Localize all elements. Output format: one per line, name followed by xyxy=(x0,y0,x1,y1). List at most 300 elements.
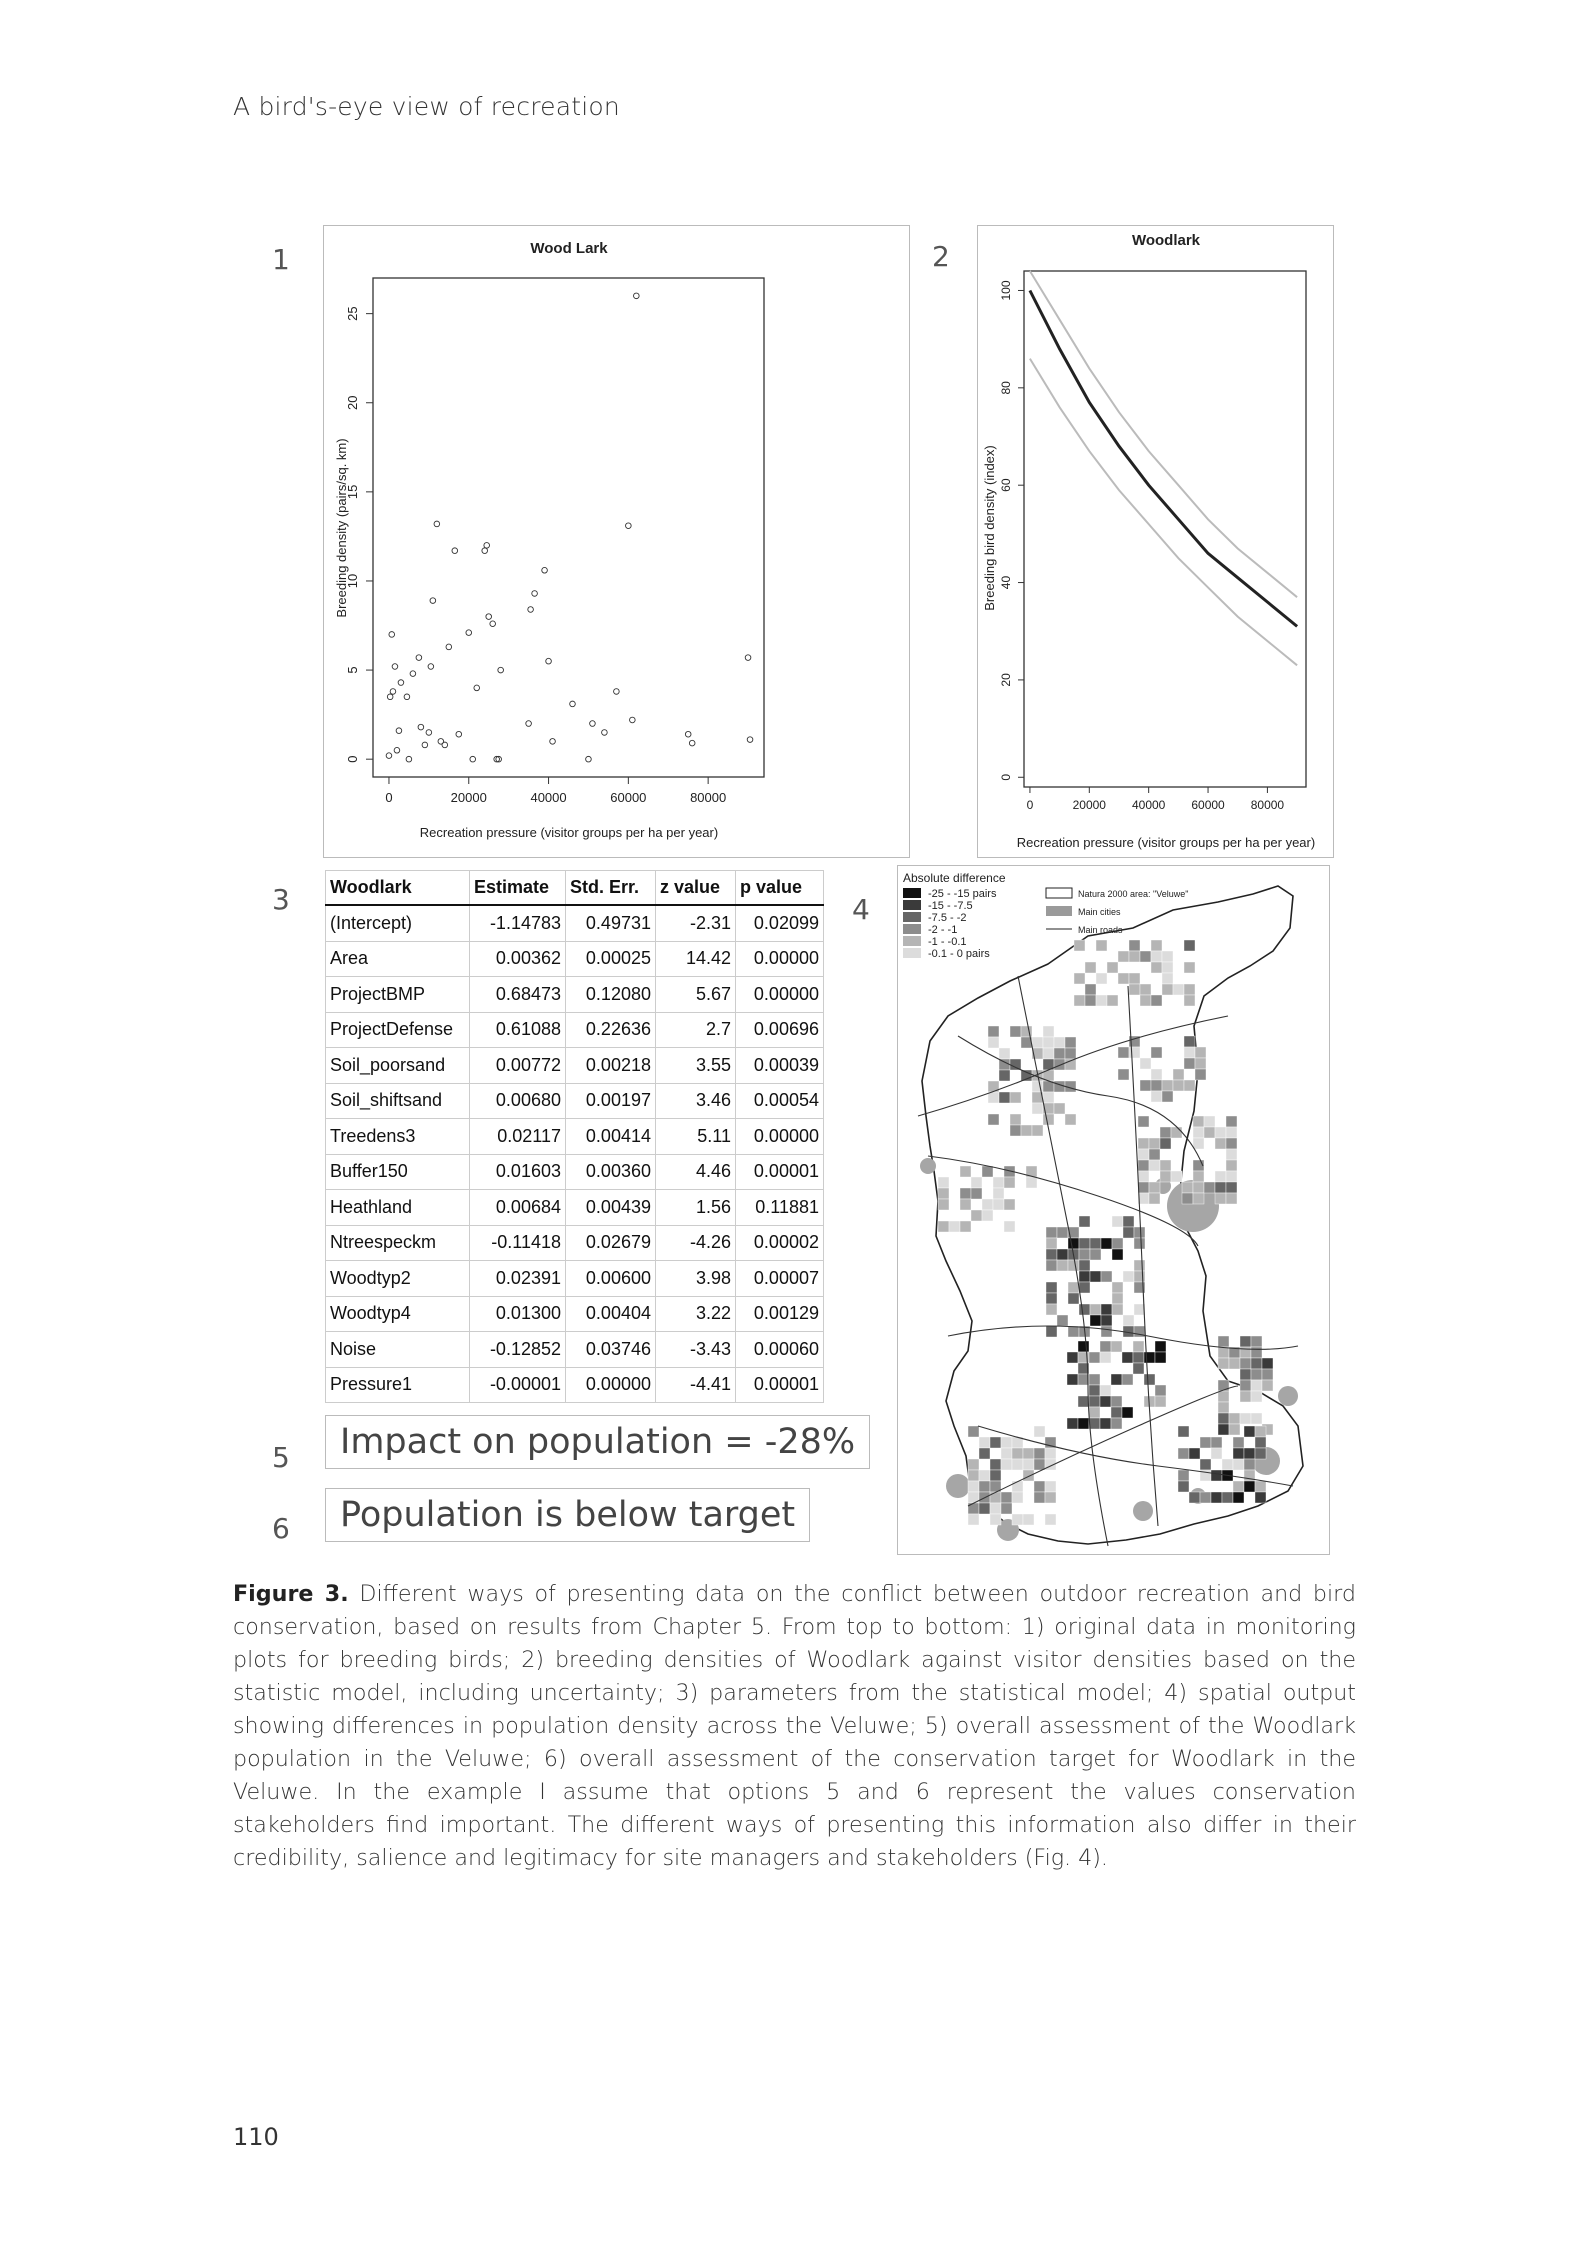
density-cell xyxy=(1111,1341,1122,1352)
density-cell xyxy=(999,1092,1010,1103)
table-cell: 5.11 xyxy=(656,1119,736,1155)
density-cell xyxy=(1085,962,1096,973)
density-cell xyxy=(1140,1080,1151,1091)
table-cell: 0.00007 xyxy=(736,1261,824,1297)
density-cell xyxy=(1010,1026,1021,1037)
scatter-point xyxy=(526,721,532,727)
density-cell xyxy=(1046,1326,1057,1337)
legend-swatch xyxy=(903,936,921,946)
table-cell: 0.00129 xyxy=(736,1296,824,1332)
density-cell xyxy=(1012,1459,1023,1470)
table-cell: 0.03746 xyxy=(566,1332,656,1368)
density-cell xyxy=(1178,1481,1189,1492)
density-cell xyxy=(1001,1448,1012,1459)
table-cell: 0.00000 xyxy=(736,941,824,977)
density-cell xyxy=(1100,1396,1111,1407)
density-cell xyxy=(1215,1182,1226,1193)
density-cell xyxy=(1112,1293,1123,1304)
density-cell xyxy=(988,1092,999,1103)
density-cell xyxy=(1045,1492,1056,1503)
density-cell xyxy=(1133,1341,1144,1352)
table-cell: 0.02117 xyxy=(470,1119,566,1155)
density-cell xyxy=(1193,1171,1204,1182)
scatter-point xyxy=(422,742,428,748)
line-x-tick-label: 60000 xyxy=(1191,798,1225,812)
scatter-point xyxy=(498,667,504,673)
density-cell xyxy=(1240,1413,1251,1424)
table-row-label: (Intercept) xyxy=(326,905,470,941)
scatter-point xyxy=(430,598,436,604)
density-cell xyxy=(1218,1336,1229,1347)
density-cell xyxy=(1178,1448,1189,1459)
density-cell xyxy=(1204,1182,1215,1193)
density-cell xyxy=(1251,1413,1262,1424)
density-cell xyxy=(1240,1336,1251,1347)
density-cell xyxy=(1065,1114,1076,1125)
scatter-point xyxy=(745,655,751,661)
table-cell: 0.00060 xyxy=(736,1332,824,1368)
scatter-point xyxy=(386,753,392,759)
density-cell xyxy=(1065,1037,1076,1048)
scatter-point xyxy=(446,644,452,650)
legend-natura-swatch xyxy=(1046,888,1072,898)
density-cell xyxy=(1240,1369,1251,1380)
density-cell xyxy=(1101,1271,1112,1282)
density-cell xyxy=(1046,1238,1057,1249)
scatter-point xyxy=(404,694,410,700)
density-cell xyxy=(1057,1227,1068,1238)
scatter-point xyxy=(428,664,434,670)
density-cell xyxy=(1101,1326,1112,1337)
density-cell xyxy=(1251,1336,1262,1347)
line-x-tick-label: 20000 xyxy=(1072,798,1106,812)
density-cell xyxy=(1149,1193,1160,1204)
table-row-label: Noise xyxy=(326,1332,470,1368)
density-cell xyxy=(1107,995,1118,1006)
scatter-point xyxy=(482,548,488,554)
density-cell xyxy=(1184,1058,1195,1069)
scatter-point xyxy=(410,671,416,677)
density-cell xyxy=(1144,1352,1155,1363)
scatter-x-tick-label: 20000 xyxy=(450,790,487,805)
table-cell: 0.68473 xyxy=(470,977,566,1013)
table-row-label: Soil_poorsand xyxy=(326,1048,470,1084)
density-cell xyxy=(1112,1216,1123,1227)
table-cell: 2.7 xyxy=(656,1012,736,1048)
scatter-point xyxy=(390,689,396,695)
density-cell xyxy=(1046,1260,1057,1271)
density-cell xyxy=(1111,1418,1122,1429)
density-cell xyxy=(1134,1260,1145,1271)
density-cell xyxy=(1144,1374,1155,1385)
scatter-point xyxy=(630,717,636,723)
density-cell xyxy=(1193,1193,1204,1204)
scatter-point xyxy=(550,739,556,745)
table-row-label: Woodtyp4 xyxy=(326,1296,470,1332)
table-cell: 0.00197 xyxy=(566,1083,656,1119)
density-cell xyxy=(990,1459,1001,1470)
density-cell xyxy=(1151,940,1162,951)
density-cell xyxy=(1151,1080,1162,1091)
table-cell: -4.41 xyxy=(656,1367,736,1403)
scatter-point xyxy=(689,740,695,746)
legend-class-label: -25 - -15 pairs xyxy=(928,888,997,900)
density-cell xyxy=(1155,1352,1166,1363)
density-cell xyxy=(1200,1459,1211,1470)
density-cell xyxy=(1262,1358,1273,1369)
table-cell: 0.00439 xyxy=(566,1190,656,1226)
density-cell xyxy=(1089,1418,1100,1429)
density-cell xyxy=(971,1210,982,1221)
table-row xyxy=(326,905,824,941)
city-area xyxy=(1133,1501,1153,1521)
legend-class-label: -2 - -1 xyxy=(928,924,958,936)
density-cell xyxy=(993,1199,1004,1210)
density-cell xyxy=(1079,1271,1090,1282)
panel-number-1: 1 xyxy=(272,243,290,276)
density-cell xyxy=(982,1199,993,1210)
table-row xyxy=(326,1332,824,1368)
table-cell: 5.67 xyxy=(656,977,736,1013)
scatter-y-tick-label: 20 xyxy=(345,395,360,410)
table-cell: -1.14783 xyxy=(470,905,566,941)
table-row xyxy=(326,1048,824,1084)
density-cell xyxy=(1195,1058,1206,1069)
line-y-tick-label: 100 xyxy=(999,280,1013,301)
scatter-point xyxy=(528,607,534,613)
density-cell xyxy=(1118,1047,1129,1058)
table-header-row xyxy=(326,871,824,906)
line-y-tick-label: 20 xyxy=(999,673,1013,687)
density-cell xyxy=(1078,1396,1089,1407)
density-cell xyxy=(1162,984,1173,995)
table-row xyxy=(326,941,824,977)
density-cell xyxy=(1155,1341,1166,1352)
density-cell xyxy=(1189,1448,1200,1459)
density-cell xyxy=(1068,1326,1079,1337)
target-callout: Population is below target xyxy=(325,1488,810,1542)
density-cell xyxy=(1043,1114,1054,1125)
density-cell xyxy=(1133,1363,1144,1374)
table-header: z value xyxy=(656,871,736,906)
density-cell xyxy=(1129,1047,1140,1058)
legend-swatch xyxy=(903,912,921,922)
table-row xyxy=(326,1012,824,1048)
density-cell xyxy=(1034,1426,1045,1437)
density-cell xyxy=(988,1114,999,1125)
density-cell xyxy=(938,1188,949,1199)
scatter-title: Wood Lark xyxy=(530,240,608,257)
table-row xyxy=(326,1083,824,1119)
table-cell: 3.55 xyxy=(656,1048,736,1084)
density-cell xyxy=(1100,1341,1111,1352)
density-cell xyxy=(1134,1271,1145,1282)
legend-roads: Main roads xyxy=(1078,925,1123,935)
density-cell xyxy=(1057,1260,1068,1271)
density-cell xyxy=(1090,1249,1101,1260)
density-cell xyxy=(1204,1116,1215,1127)
impact-callout: Impact on population = -28% xyxy=(325,1415,870,1469)
table-cell: 0.00054 xyxy=(736,1083,824,1119)
density-cell xyxy=(968,1470,979,1481)
density-cell xyxy=(1111,1374,1122,1385)
density-cell xyxy=(1162,1091,1173,1102)
density-cell xyxy=(1255,1481,1266,1492)
density-cell xyxy=(1123,1271,1134,1282)
density-cell xyxy=(938,1177,949,1188)
table-cell: 0.00600 xyxy=(566,1261,656,1297)
scatter-point xyxy=(685,731,691,737)
table-cell: 0.00696 xyxy=(736,1012,824,1048)
density-cell xyxy=(990,1514,1001,1525)
table-row xyxy=(326,1119,824,1155)
density-cell xyxy=(1251,1391,1262,1402)
density-cell xyxy=(1085,995,1096,1006)
table-cell: 0.02099 xyxy=(736,905,824,941)
density-cell xyxy=(1079,1282,1090,1293)
table-cell: -3.43 xyxy=(656,1332,736,1368)
running-head: A bird's-eye view of recreation xyxy=(233,92,620,121)
density-cell xyxy=(990,1492,1001,1503)
density-cell xyxy=(1211,1470,1222,1481)
density-cell xyxy=(1079,1249,1090,1260)
density-cell xyxy=(960,1221,971,1232)
city-area xyxy=(1278,1386,1298,1406)
table-cell: 0.00039 xyxy=(736,1048,824,1084)
density-cell xyxy=(1215,1127,1226,1138)
legend-class-label: -7.5 - -2 xyxy=(928,912,967,924)
table-cell: 3.22 xyxy=(656,1296,736,1332)
density-cell xyxy=(1100,1418,1111,1429)
legend-title: Absolute difference xyxy=(903,871,1006,885)
table-cell: 0.00360 xyxy=(566,1154,656,1190)
scatter-panel xyxy=(323,225,910,858)
density-cell xyxy=(1123,1315,1134,1326)
table-row xyxy=(326,1367,824,1403)
density-cell xyxy=(990,1470,1001,1481)
density-cell xyxy=(1085,984,1096,995)
table-cell: 0.49731 xyxy=(566,905,656,941)
density-cell xyxy=(1251,1358,1262,1369)
density-cell xyxy=(1079,1304,1090,1315)
table-cell: 0.00002 xyxy=(736,1225,824,1261)
table-cell: 0.11881 xyxy=(736,1190,824,1226)
line-y-tick-label: 0 xyxy=(999,773,1013,781)
density-cell xyxy=(938,1221,949,1232)
density-cell xyxy=(1140,995,1151,1006)
density-cell xyxy=(1054,1059,1065,1070)
density-cell xyxy=(1189,1492,1200,1503)
density-cell xyxy=(1096,940,1107,951)
legend-swatch xyxy=(903,948,921,958)
density-cell xyxy=(1233,1437,1244,1448)
density-cell xyxy=(1096,973,1107,984)
scatter-y-tick-label: 0 xyxy=(345,755,360,763)
density-cell xyxy=(1262,1369,1273,1380)
density-cell xyxy=(1226,1127,1237,1138)
scatter-point xyxy=(442,742,448,748)
scatter-point xyxy=(418,724,424,730)
density-cell xyxy=(1112,1238,1123,1249)
table-cell: 0.00025 xyxy=(566,941,656,977)
density-cell xyxy=(1068,1282,1079,1293)
density-cell xyxy=(1184,1080,1195,1091)
scatter-point xyxy=(586,756,592,762)
table-cell: 0.02679 xyxy=(566,1225,656,1261)
density-cell xyxy=(1090,1271,1101,1282)
density-cell xyxy=(1004,1199,1015,1210)
density-cell xyxy=(1160,1138,1171,1149)
table-row xyxy=(326,977,824,1013)
scatter-point xyxy=(590,721,596,727)
density-cell xyxy=(1043,1037,1054,1048)
scatter-y-tick-label: 25 xyxy=(345,306,360,321)
table-cell: 0.00000 xyxy=(736,977,824,1013)
line-series-lower xyxy=(1030,359,1297,666)
density-cell xyxy=(968,1481,979,1492)
density-cell xyxy=(1133,1352,1144,1363)
density-cell xyxy=(1171,1127,1182,1138)
scatter-x-tick-label: 0 xyxy=(385,790,393,805)
table-cell: 0.00772 xyxy=(470,1048,566,1084)
density-cell xyxy=(1096,995,1107,1006)
table-header: p value xyxy=(736,871,824,906)
density-cell xyxy=(1043,1026,1054,1037)
scatter-point xyxy=(389,632,395,638)
density-cell xyxy=(1101,1304,1112,1315)
table-cell: 0.61088 xyxy=(470,1012,566,1048)
scatter-x-tick-label: 60000 xyxy=(610,790,647,805)
map-panel xyxy=(897,865,1330,1555)
legend-swatch xyxy=(903,888,921,898)
table-row-label: Soil_shiftsand xyxy=(326,1083,470,1119)
density-cell xyxy=(1226,1149,1237,1160)
density-cell xyxy=(993,1177,1004,1188)
density-cell xyxy=(1240,1391,1251,1402)
line-y-tick-label: 40 xyxy=(999,575,1013,590)
scatter-point xyxy=(474,685,480,691)
density-cell xyxy=(1222,1492,1233,1503)
density-cell xyxy=(1090,1315,1101,1326)
density-cell xyxy=(1089,1374,1100,1385)
scatter-point xyxy=(396,728,402,734)
density-cell xyxy=(1043,1048,1054,1059)
panel-number-4: 4 xyxy=(852,893,870,926)
density-cell xyxy=(1046,1293,1057,1304)
density-cell xyxy=(1078,1341,1089,1352)
density-cell xyxy=(988,1026,999,1037)
density-cell xyxy=(1140,951,1151,962)
density-cell xyxy=(1134,1238,1145,1249)
density-cell xyxy=(1173,984,1184,995)
density-cell xyxy=(1244,1448,1255,1459)
density-cell xyxy=(1184,995,1195,1006)
table-row xyxy=(326,1225,824,1261)
density-cell xyxy=(1004,1177,1015,1188)
table-cell: -4.26 xyxy=(656,1225,736,1261)
table-header: Std. Err. xyxy=(566,871,656,906)
line-chart xyxy=(978,226,1332,856)
density-cell xyxy=(1045,1481,1056,1492)
scatter-point xyxy=(426,730,432,736)
density-cell xyxy=(1010,1092,1021,1103)
scatter-point xyxy=(406,756,412,762)
density-cell xyxy=(982,1210,993,1221)
density-cell xyxy=(1001,1492,1012,1503)
scatter-point xyxy=(470,756,476,762)
density-cell xyxy=(1226,1138,1237,1149)
scatter-point xyxy=(490,621,496,627)
scatter-point xyxy=(602,730,608,736)
density-cell xyxy=(1032,1125,1043,1136)
density-cell xyxy=(1160,1127,1171,1138)
line-x-tick-label: 80000 xyxy=(1250,798,1285,812)
density-cell xyxy=(1089,1352,1100,1363)
scatter-chart xyxy=(324,226,908,856)
table-cell: 0.00680 xyxy=(470,1083,566,1119)
density-cell xyxy=(1057,1315,1068,1326)
density-cell xyxy=(1215,1193,1226,1204)
density-cell xyxy=(1171,1171,1182,1182)
density-cell xyxy=(1160,1171,1171,1182)
scatter-x-tick-label: 80000 xyxy=(690,790,727,805)
table-header: Woodlark xyxy=(326,871,470,906)
table-row xyxy=(326,1296,824,1332)
density-cell xyxy=(1078,1418,1089,1429)
density-cell xyxy=(1162,1080,1173,1091)
density-cell xyxy=(1112,1304,1123,1315)
scatter-y-tick-label: 10 xyxy=(345,573,360,589)
density-cell xyxy=(1023,1470,1034,1481)
density-cell xyxy=(1032,1103,1043,1114)
density-cell xyxy=(1122,1374,1133,1385)
density-cell xyxy=(1140,1058,1151,1069)
density-cell xyxy=(1233,1492,1244,1503)
density-cell xyxy=(1229,1413,1240,1424)
panel-number-5: 5 xyxy=(272,1441,290,1474)
density-cell xyxy=(1101,1315,1112,1326)
density-cell xyxy=(1222,1459,1233,1470)
scatter-y-tick-label: 15 xyxy=(345,484,360,500)
density-cell xyxy=(1193,1127,1204,1138)
density-cell xyxy=(1067,1352,1078,1363)
density-cell xyxy=(1240,1358,1251,1369)
table-cell: -0.00001 xyxy=(470,1367,566,1403)
density-cell xyxy=(1211,1437,1222,1448)
density-cell xyxy=(1251,1369,1262,1380)
density-cell xyxy=(1151,1091,1162,1102)
density-cell xyxy=(1067,1374,1078,1385)
scatter-plot-box xyxy=(373,278,764,777)
panel-number-6: 6 xyxy=(272,1512,290,1545)
caption-text: Different ways of presenting data on the conflict between outdoor recreation and bird conservation, based on results from Chapter 5. From top to bottom: 1) original data in monitoring plots for breeding birds; 2) breeding densities of Woodlark against visitor densities based on the statistic model, including uncertainty; 3) parameters from the statistical model; 4) spatial output showing differences in population density across the Veluwe; 5) overall assessment of the Woodlark population in the Veluwe; 6) overall assessment of the conservation target for Woodlark in the Veluwe. In the example I assume that options 5 and 6 represent the values conservation stakeholders find important. The different ways of presenting this information also differ in their credibility, salience and legitimacy for site managers and stakeholders (Fig. 4). xyxy=(233,1581,1356,1871)
density-cell xyxy=(1129,951,1140,962)
legend-cities-swatch xyxy=(1046,906,1072,916)
density-cell xyxy=(1046,1282,1057,1293)
table-cell: 0.02391 xyxy=(470,1261,566,1297)
legend-natura: Natura 2000 area: "Veluwe" xyxy=(1078,889,1189,899)
table-cell: 0.12080 xyxy=(566,977,656,1013)
table-row-label: Heathland xyxy=(326,1190,470,1226)
density-cell xyxy=(1054,1081,1065,1092)
scatter-point xyxy=(542,567,548,573)
density-cell xyxy=(1100,1352,1111,1363)
density-cell xyxy=(1226,1193,1237,1204)
density-cell xyxy=(960,1188,971,1199)
line-series-estimate xyxy=(1030,291,1297,627)
line-xlabel: Recreation pressure (visitor groups per ha per year) xyxy=(1016,835,1316,850)
density-cell xyxy=(1012,1448,1023,1459)
